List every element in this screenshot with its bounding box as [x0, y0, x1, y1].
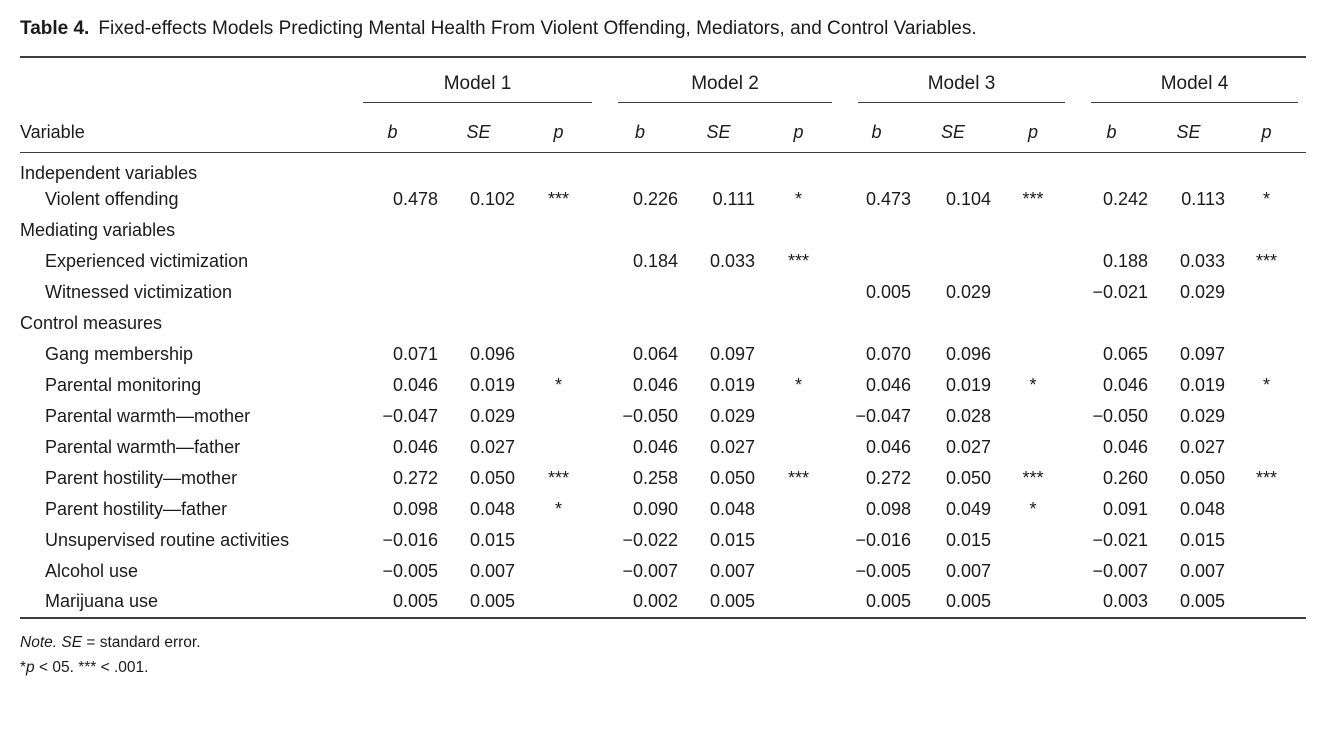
variable-row: [20, 525, 1306, 556]
model-4-se-value: [1150, 308, 1227, 339]
m2-se-header: SE: [680, 103, 757, 152]
model-1-p-value: [517, 587, 600, 618]
model-1-se-value: 0.050: [469, 467, 515, 488]
model-3-b-value: −0.005: [855, 560, 911, 581]
model-2-b-value: [600, 277, 680, 308]
variable-label: Gang membership: [45, 343, 194, 364]
model-4-se-value: 0.113: [1181, 188, 1225, 209]
section-row: [20, 308, 1306, 339]
model-2-p-value: [757, 215, 840, 246]
model-1-se-value: 0.102: [469, 188, 515, 209]
model-3-p-value: [993, 339, 1073, 370]
model-4-se-value: 0.015: [1179, 529, 1225, 550]
model-3-p-value: [993, 152, 1073, 184]
model-2-se-value: [680, 215, 757, 246]
m2-p-header: p: [757, 103, 840, 152]
variable-label: Alcohol use: [45, 560, 139, 581]
model-1-se-value: 0.048: [469, 498, 515, 519]
model-1-se-value: 0.007: [469, 560, 515, 581]
model-3-p-value: [993, 215, 1073, 246]
model-3-p-value: [993, 246, 1073, 277]
model-3-header: [840, 57, 1073, 103]
variable-row: [20, 277, 1306, 308]
model-3-se-value: [913, 308, 993, 339]
model-3-b-value: 0.046: [865, 436, 911, 457]
model-4-p-value: *: [1262, 188, 1270, 209]
m3-se-header: SE: [913, 103, 993, 152]
model-2-b-value: −0.007: [622, 560, 678, 581]
m4-se-header: SE: [1150, 103, 1227, 152]
model-4-se-value: 0.019: [1179, 374, 1225, 395]
model-2-b-value: −0.050: [622, 405, 678, 426]
model-4-b-value: 0.065: [1102, 343, 1148, 364]
model-1-p-value: *: [554, 498, 562, 519]
results-table: [20, 56, 1306, 619]
model-3-p-value: *: [1029, 498, 1037, 519]
model-4-p-value: [1227, 308, 1306, 339]
table-body: [20, 152, 1306, 618]
model-1-b-value: [345, 215, 440, 246]
model-3-se-value: [913, 246, 993, 277]
model-1-b-value: 0.071: [392, 343, 438, 364]
model-4-b-value: −0.007: [1092, 560, 1148, 581]
model-4-p-value: [1227, 152, 1306, 184]
model-1-p-value: [517, 246, 600, 277]
model-2-p-value: [757, 525, 840, 556]
model-3-b-value: −0.016: [855, 529, 911, 550]
model-2-label: Model 2: [691, 73, 759, 94]
note-label: Note.: [20, 633, 58, 651]
model-4-b-value: 0.188: [1102, 250, 1148, 271]
model-4-p-value: [1227, 339, 1306, 370]
model-1-p-value: [517, 556, 600, 587]
model-2-b-value: 0.046: [632, 436, 678, 457]
model-1-se-value: 0.096: [469, 343, 515, 364]
model-4-p-value: [1227, 215, 1306, 246]
model-1-b-value: 0.046: [392, 374, 438, 395]
model-4-se-value: 0.050: [1179, 467, 1225, 488]
model-1-p-value: [517, 432, 600, 463]
model-1-p-value: [517, 277, 600, 308]
model-4-se-value: 0.029: [1179, 281, 1225, 302]
variable-column-header: Variable: [20, 103, 345, 152]
model-1-b-value: 0.272: [392, 467, 438, 488]
model-2-se-value: 0.050: [709, 467, 755, 488]
model-1-se-value: [440, 277, 517, 308]
model-2-p-value: *: [794, 188, 802, 209]
model-1-b-value: 0.478: [392, 188, 438, 209]
model-1-b-value: −0.016: [382, 529, 438, 550]
model-1-p-value: ***: [547, 188, 569, 209]
model-2-p-value: [757, 308, 840, 339]
variable-row: [20, 556, 1306, 587]
model-1-b-value: [345, 152, 440, 184]
model-2-b-value: [600, 152, 680, 184]
variable-label: Witnessed victimization: [45, 281, 233, 302]
model-3-b-value: [840, 152, 913, 184]
model-4-se-value: 0.005: [1179, 591, 1225, 611]
model-2-b-value: 0.090: [632, 498, 678, 519]
model-1-b-value: −0.047: [382, 405, 438, 426]
m1-p-header: p: [517, 103, 600, 152]
variable-row: [20, 463, 1306, 494]
section-label: Independent variables: [20, 162, 198, 183]
model-4-se-value: [1150, 152, 1227, 184]
model-2-se-value: 0.019: [709, 374, 755, 395]
model-1-p-value: [517, 215, 600, 246]
model-1-b-value: [345, 246, 440, 277]
model-4-b-value: 0.091: [1102, 498, 1148, 519]
model-4-se-value: 0.097: [1179, 343, 1225, 364]
model-3-b-value: [840, 308, 913, 339]
model-3-p-value: [993, 308, 1073, 339]
model-3-b-value: 0.272: [865, 467, 911, 488]
model-3-se-value: 0.027: [945, 436, 991, 457]
variable-label: Marijuana use: [45, 591, 159, 611]
model-2-se-value: 0.029: [709, 405, 755, 426]
model-4-p-value: [1227, 587, 1306, 618]
model-3-p-value: [993, 556, 1073, 587]
model-2-b-value: [600, 215, 680, 246]
m3-p-header: p: [993, 103, 1073, 152]
model-2-p-value: *: [794, 374, 802, 395]
model-4-p-value: *: [1262, 374, 1270, 395]
variable-label: Parental warmth—mother: [45, 405, 251, 426]
model-2-p-value: ***: [787, 250, 809, 271]
model-1-b-value: [345, 277, 440, 308]
model-1-se-value: [440, 308, 517, 339]
model-4-p-value: [1227, 525, 1306, 556]
model-2-se-value: 0.007: [709, 560, 755, 581]
variable-label: Parental monitoring: [45, 374, 202, 395]
model-2-se-value: [680, 308, 757, 339]
model-1-b-value: 0.098: [392, 498, 438, 519]
model-2-p-value: [757, 152, 840, 184]
model-4-p-value: [1227, 277, 1306, 308]
variable-label: Parent hostility—mother: [45, 467, 238, 488]
model-3-se-value: 0.029: [945, 281, 991, 302]
model-3-p-value: [993, 401, 1073, 432]
model-3-se-value: 0.096: [945, 343, 991, 364]
model-1-se-value: 0.027: [469, 436, 515, 457]
model-4-se-value: 0.033: [1179, 250, 1225, 271]
model-3-p-value: [993, 587, 1073, 618]
model-3-se-value: 0.019: [945, 374, 991, 395]
model-4-b-value: 0.260: [1102, 467, 1148, 488]
model-4-label: Model 4: [1160, 73, 1229, 94]
m3-b-header: b: [840, 103, 913, 152]
note-se-abbrev: SE: [61, 633, 83, 651]
model-2-b-value: 0.046: [632, 374, 678, 395]
model-2-p-value: [757, 401, 840, 432]
model-4-p-value: [1227, 401, 1306, 432]
model-2-p-value: [757, 432, 840, 463]
model-4-b-value: [1073, 308, 1150, 339]
model-2-se-value: 0.033: [709, 250, 755, 271]
model-3-p-value: *: [1029, 374, 1037, 395]
variable-label: Violent offending: [45, 188, 179, 209]
model-1-se-value: 0.029: [469, 405, 515, 426]
model-4-p-value: ***: [1255, 467, 1277, 488]
model-4-p-value: [1227, 494, 1306, 525]
variable-row: [20, 246, 1306, 277]
model-1-p-value: [517, 525, 600, 556]
model-2-se-value: 0.015: [709, 529, 755, 550]
model-2-p-value: [757, 494, 840, 525]
model-4-p-value: [1227, 556, 1306, 587]
model-4-se-value: 0.048: [1179, 498, 1225, 519]
table-number: Table 4.: [20, 18, 90, 39]
model-1-p-value: [517, 308, 600, 339]
variable-row: [20, 339, 1306, 370]
model-1-b-value: −0.005: [382, 560, 438, 581]
model-2-se-value: 0.111: [712, 188, 755, 209]
variable-label: Experienced victimization: [45, 250, 249, 271]
variable-label: Unsupervised routine activities: [45, 529, 290, 550]
model-3-b-value: 0.046: [865, 374, 911, 395]
model-2-se-value: [680, 277, 757, 308]
m1-b-header: b: [345, 103, 440, 152]
model-4-header: [1073, 57, 1306, 103]
model-3-p-value: [993, 432, 1073, 463]
model-2-se-value: 0.027: [709, 436, 755, 457]
model-3-p-value: ***: [1022, 467, 1044, 488]
variable-row: [20, 184, 1306, 215]
model-2-header: [600, 57, 840, 103]
model-2-b-value: 0.002: [632, 591, 678, 611]
model-2-se-value: 0.005: [709, 591, 755, 611]
model-4-se-value: 0.027: [1179, 436, 1225, 457]
model-4-b-value: [1073, 152, 1150, 184]
model-4-p-value: [1227, 432, 1306, 463]
model-1-b-value: 0.046: [392, 436, 438, 457]
model-2-p-value: [757, 277, 840, 308]
model-1-b-value: [345, 308, 440, 339]
m4-p-header: p: [1227, 103, 1306, 152]
model-2-b-value: 0.064: [632, 343, 678, 364]
model-4-se-value: 0.029: [1179, 405, 1225, 426]
model-1-se-value: [440, 215, 517, 246]
model-3-p-value: [993, 525, 1073, 556]
model-3-b-value: 0.098: [865, 498, 911, 519]
variable-label: Parental warmth—father: [45, 436, 241, 457]
model-2-b-value: −0.022: [622, 529, 678, 550]
model-3-b-value: −0.047: [855, 405, 911, 426]
model-4-b-value: 0.046: [1102, 436, 1148, 457]
section-row: [20, 152, 1306, 184]
note-text: = standard error.: [82, 633, 201, 651]
model-3-se-value: [913, 215, 993, 246]
model-3-b-value: 0.473: [865, 188, 911, 209]
model-3-b-value: 0.070: [865, 343, 911, 364]
model-3-b-value: [840, 246, 913, 277]
m2-b-header: b: [600, 103, 680, 152]
model-3-se-value: 0.050: [945, 467, 991, 488]
model-2-p-value: ***: [787, 467, 809, 488]
model-4-b-value: −0.050: [1092, 405, 1148, 426]
model-1-se-value: 0.005: [469, 591, 515, 611]
variable-row: [20, 401, 1306, 432]
model-2-se-value: [680, 152, 757, 184]
model-1-p-value: [517, 339, 600, 370]
model-3-p-value: ***: [1022, 188, 1044, 209]
variable-row: [20, 494, 1306, 525]
variable-row: [20, 370, 1306, 401]
model-4-b-value: −0.021: [1092, 281, 1148, 302]
variable-row: [20, 432, 1306, 463]
model-2-p-value: [757, 587, 840, 618]
model-4-b-value: 0.242: [1102, 188, 1148, 209]
m4-b-header: b: [1073, 103, 1150, 152]
significance-line: [20, 655, 1306, 680]
sig-p: p: [26, 658, 35, 676]
model-4-se-value: 0.007: [1179, 560, 1225, 581]
model-header-row: [20, 57, 1306, 103]
model-1-p-value: *: [554, 374, 562, 395]
model-4-b-value: 0.046: [1102, 374, 1148, 395]
model-3-se-value: 0.015: [945, 529, 991, 550]
model-2-p-value: [757, 556, 840, 587]
model-3-se-value: [913, 152, 993, 184]
model-3-label: Model 3: [927, 73, 996, 94]
model-1-b-value: 0.005: [392, 591, 438, 611]
table-footnotes: [20, 630, 1306, 680]
model-3-b-value: 0.005: [865, 281, 911, 302]
stat-header-row: [20, 103, 1306, 152]
model-4-b-value: [1073, 215, 1150, 246]
model-1-header: [345, 57, 600, 103]
section-row: [20, 215, 1306, 246]
model-1-se-value: 0.015: [469, 529, 515, 550]
model-1-se-value: [440, 246, 517, 277]
model-2-p-value: [757, 339, 840, 370]
sig-star: *: [20, 658, 27, 676]
table-title: [20, 16, 1306, 42]
model-2-b-value: 0.184: [632, 250, 678, 271]
model-3-b-value: [840, 215, 913, 246]
m1-se-header: SE: [440, 103, 517, 152]
model-3-se-value: 0.104: [945, 188, 991, 209]
model-4-b-value: 0.003: [1102, 591, 1148, 611]
spacer-cell: [20, 57, 345, 103]
model-2-b-value: 0.226: [632, 188, 678, 209]
model-2-se-value: 0.048: [709, 498, 755, 519]
model-2-b-value: [600, 308, 680, 339]
section-label: Control measures: [20, 312, 163, 333]
table-caption: Fixed-effects Models Predicting Mental Health From Violent Offending, Mediators, and Control Variables.: [98, 18, 977, 39]
model-1-p-value: [517, 152, 600, 184]
model-2-b-value: 0.258: [632, 467, 678, 488]
section-label: Mediating variables: [20, 219, 176, 240]
variable-label: Parent hostility—father: [45, 498, 228, 519]
model-3-p-value: [993, 277, 1073, 308]
model-1-label: Model 1: [443, 73, 512, 94]
model-1-p-value: [517, 401, 600, 432]
sig-text: < 05. *** < .001.: [34, 658, 149, 676]
model-4-p-value: ***: [1255, 250, 1277, 271]
model-3-se-value: 0.005: [945, 591, 991, 611]
model-1-se-value: 0.019: [469, 374, 515, 395]
model-4-b-value: −0.021: [1092, 529, 1148, 550]
model-1-p-value: ***: [547, 467, 569, 488]
note-line: [20, 630, 1306, 655]
model-3-se-value: 0.049: [945, 498, 991, 519]
model-3-se-value: 0.028: [945, 405, 991, 426]
variable-row: [20, 587, 1306, 618]
model-4-se-value: [1150, 215, 1227, 246]
model-2-se-value: 0.097: [709, 343, 755, 364]
model-1-se-value: [440, 152, 517, 184]
model-3-b-value: 0.005: [865, 591, 911, 611]
model-3-se-value: 0.007: [945, 560, 991, 581]
